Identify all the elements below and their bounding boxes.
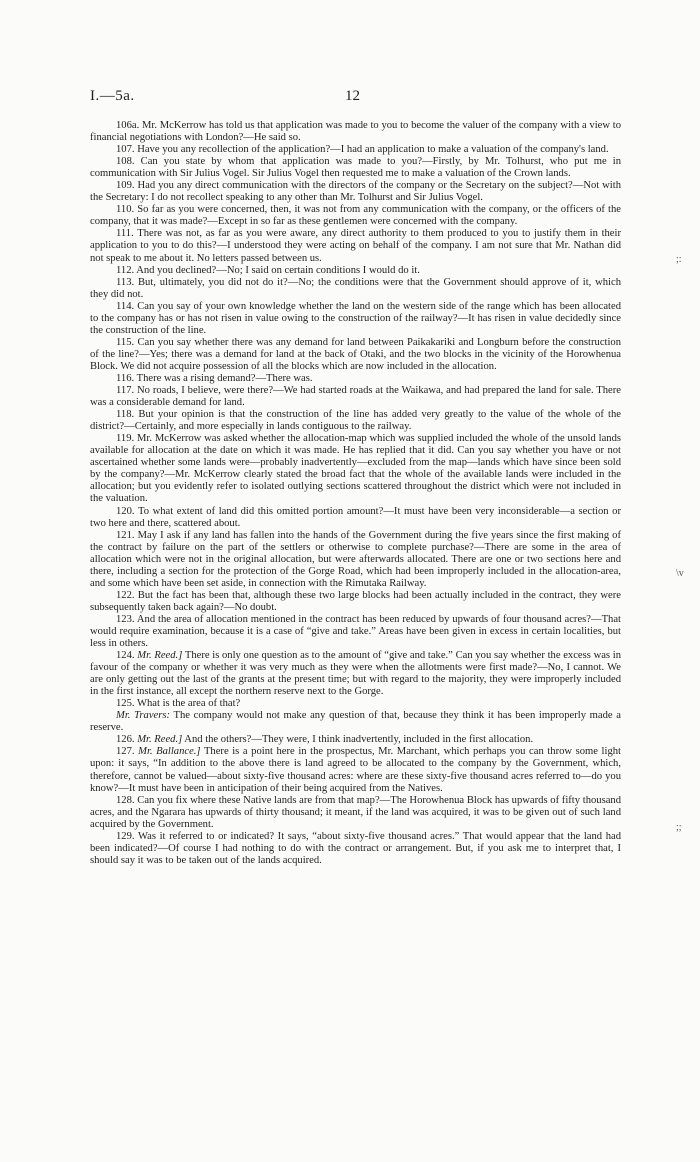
speaker-name: Mr. Ballance.] xyxy=(138,746,201,758)
paragraph: 129. Was it referred to or indicated? It says, “about sixty-five thousand acres.” That would appear that the land had been indicated?—Of course I had nothing to do with the contract or arrangement. But, if you ask me to interpret that, I should say it was to be taken out of the lands acquired. xyxy=(90,830,621,866)
paragraph: 123. And the area of allocation mentioned in the contract has been reduced by upwards of four thousand acres?—That would require examination, because it is a case of “give and take.” Areas have been given in excess in certain localities, but less in others. xyxy=(90,613,621,650)
paragraph: 107. Have you any recollection of the application?—I had an application to make a valuation of the company's land. xyxy=(116,144,609,156)
margin-mark: \v xyxy=(676,568,684,579)
page-header xyxy=(90,88,620,108)
paragraph: 113. But, ultimately, you did not do it?—No; the conditions were that the Government should approve of it, which they did not. xyxy=(90,276,621,300)
paragraph: 111. There was not, as far as you were aware, any direct authority to them produced to you to justify them in their application to you to do this?—I understood they were acting on behalf of the company. I am not sure that Mr. Nathan did not speak to me about it. No letters passed between us. xyxy=(90,228,621,264)
paragraph: 118. But your opinion is that the construction of the line has added very greatly to the value of the whole of the district?—Certainly, and more especially in lands contiguous to the railway. xyxy=(90,409,621,433)
speaker-name: Mr. Reed.] xyxy=(137,650,183,662)
paragraph: 112. And you declined?—No; I said on certain conditions I would do it. xyxy=(116,264,420,276)
speaker-name: Mr. Reed.] xyxy=(137,734,183,746)
paragraph: 121. May I ask if any land has fallen into the hands of the Government during the five years since the first making of the contract by failure on the part of the settlers or otherwise to complete purchase?—There are some in the area of allocation which were not in the original allocation, but were afterwards allocated. There are one or two sections here and there, including a section for the protection of the Gorge Road, which had been improperly included in the allocation-area, and some which have been set aside, in connection with the Rimutaka Railway. xyxy=(90,529,622,589)
paragraph: 126. Mr. Reed.] And the others?—They were, I think inadvertently, included in the first allocation. xyxy=(116,734,534,746)
speaker-name: Mr. Travers: xyxy=(116,710,170,722)
paragraph: 109. Had you any direct communication with the directors of the company or the Secretary on the subject?—Not with the Secretary: I do not recollect speaking to any other than Mr. Tolhurst and Sir Julius Vogel. xyxy=(90,180,621,204)
paragraph: 116. There was a rising demand?—There was. xyxy=(116,372,313,384)
paragraph: 125. What is the area of that? xyxy=(116,698,241,710)
document-reference: I.—5a. xyxy=(90,88,135,104)
margin-mark: ;: xyxy=(676,254,682,265)
paragraph: 106a. Mr. McKerrow has told us that application was made to you to become the valuer of the company with a view to financial negotiations with London?—He said so. xyxy=(90,120,622,144)
page-body xyxy=(90,120,621,867)
paragraph: 115. Can you say whether there was any demand for land between Paikakariki and Longburn before the construction of the line?—Yes; there was a demand for land at the back of Otaki, and the two blocks in the vicinity of the Horowhenua Block. We did not acquire possession of all the blocks which are now included in the allocation. xyxy=(90,336,621,372)
paragraph: 114. Can you say of your own knowledge whether the land on the western side of the range which has been allocated to the company has or has not risen in value owing to the construction of the railway?—It has risen in value decidedly since the construction of the line. xyxy=(90,300,621,336)
paragraph: 124. Mr. Reed.] There is only one question as to the amount of “give and take.” Can you say whether the excess was in favour of the company or whether it was very much as they were when the allotments were first made?—No, I cannot. We are only getting out the last of the grants at the present time; but with regard to the majority, they were improperly included in the first instance, all except the northern reserve next to the Gorge. xyxy=(90,650,621,698)
paragraph: 119. Mr. McKerrow was asked whether the allocation-map which was supplied included the whole of the unsold lands available for allocation at the date on which it was made. He has replied that it did. Can you say whether you have or not ascertained whether some lands were—probably inadvertently—excluded from the map—lands which have since been sold by the company?—Mr. McKerrow clearly stated the broad fact that the whole of the available lands were included in the allocation; but you evidently refer to isolated outlying sections scattered throughout the district which were not included in the valuation. xyxy=(90,433,621,505)
paragraph: 120. To what extent of land did this omitted portion amount?—It must have been very inconsiderable—a section or two here and there, scattered about. xyxy=(90,505,621,529)
paragraph: 108. Can you state by whom that application was made to you?—Firstly, by Mr. Tolhurst, who put me in communication with Sir Julius Vogel. Sir Julius Vogel then requested me to make a valuation of the Crown lands. xyxy=(90,156,621,180)
paragraph: 128. Can you fix where these Native lands are from that map?—The Horowhenua Block has upwards of fifty thousand acres, and the Ngarara has upwards of thirty thousand; it meant, if the land was acquired, it was to be given out of such land acquired by the Government. xyxy=(90,794,622,830)
paragraph: 117. No roads, I believe, were there?—We had started roads at the Waikawa, and had prepared the land for sale. There was a considerable demand for land. xyxy=(90,385,621,409)
paragraph: 127. Mr. Ballance.] There is a point here in the prospectus, Mr. Marchant, which perhaps you can throw some light upon: it says, “In addition to the above there is land agreed to be allocated to the company by the Government, which, therefore, cannot be valued—about sixty-five thousand acres: where are these sixty-five thousand acres referred to—do you know?—It must have been in anticipation of their being acquired from the Natives. xyxy=(90,746,621,794)
paragraph: 110. So far as you were concerned, then, it was not from any communication with the company, or the officers of the company, that it was made?—Except in so far as these gentlemen were concerned with the company. xyxy=(90,204,621,228)
paragraph: 122. But the fact has been that, although these two large blocks had been actually included in the contract, they were subsequently taken back again?—No doubt. xyxy=(90,589,621,613)
margin-mark: ;; xyxy=(676,822,682,833)
page-number: 12 xyxy=(345,88,360,104)
paragraph: Mr. Travers: The company would not make any question of that, because they think it has been improperly made a reserve. xyxy=(90,710,621,734)
